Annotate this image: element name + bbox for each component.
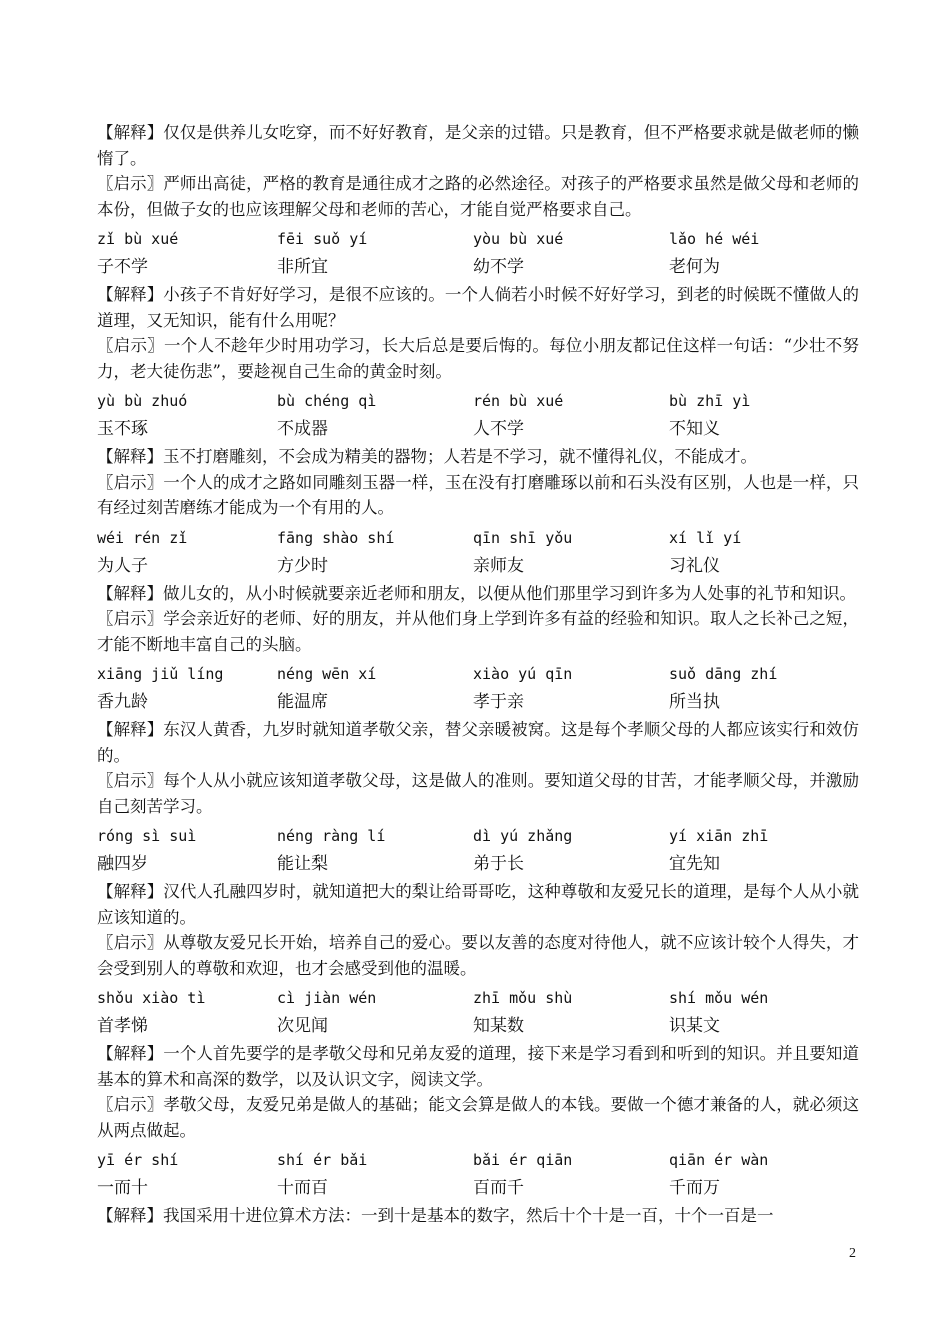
verse-text: 识某文: [669, 1016, 720, 1036]
verse-row: [97, 688, 859, 717]
verse-text: 宜先知: [669, 854, 720, 874]
pinyin-row: [97, 822, 859, 850]
verse-text: 十而百: [277, 1178, 328, 1198]
verse-text: 不知义: [669, 419, 720, 439]
explanation-paragraph: 【解释】仅仅是供养儿女吃穿，而不好好教育，是父亲的过错。只是教育，但不严格要求就是做老师的懒惰了。: [97, 123, 859, 168]
verse-text: 所当执: [669, 692, 720, 712]
verse-text: 不成器: [277, 419, 328, 439]
pinyin-text: fāng shào shí: [277, 528, 395, 547]
pinyin-row: [97, 1146, 859, 1174]
verse-text: 人不学: [473, 419, 524, 439]
pinyin-text: wéi rén zǐ: [97, 528, 188, 547]
pinyin-text: yù bù zhuó: [97, 392, 188, 410]
verse-text: 亲师友: [473, 555, 524, 576]
pinyin-text: rén bù xué: [473, 392, 564, 410]
pinyin-text: yí xiān zhī: [669, 827, 769, 845]
verse-text: 幼不学: [473, 257, 524, 277]
document-body: [97, 120, 859, 1229]
verse-text: 习礼仪: [669, 555, 720, 576]
pinyin-text: qiān ér wàn: [669, 1151, 769, 1169]
insight-paragraph: 〖启示〗每个人从小就应该知道孝敬父母，这是做人的准则。要知道父母的甘苦，才能孝顺父母，并激励自己刻苦学习。: [97, 771, 859, 816]
insight-paragraph: 〖启示〗孝敬父母，友爱兄弟是做人的基础；能文会算是做人的本钱。要做一个德才兼备的人，就必须这从两点做起。: [97, 1095, 859, 1140]
verse-row: [97, 1012, 859, 1041]
verse-text: 能让梨: [277, 854, 328, 874]
verse-text: 香九龄: [97, 692, 148, 712]
pinyin-text: bù zhī yì: [669, 392, 751, 410]
verse-text: 千而万: [669, 1178, 720, 1198]
pinyin-text: fēi suǒ yí: [277, 230, 368, 248]
verse-text: 老何为: [669, 257, 720, 277]
explanation-paragraph: 【解释】我国采用十进位算术方法：一到十是基本的数字，然后十个十是一百，十个一百是一: [97, 1206, 774, 1225]
pinyin-row: [97, 660, 859, 688]
explanation-paragraph: 【解释】玉不打磨雕刻，不会成为精美的器物；人若是不学习，就不懂得礼仪，不能成才。: [97, 447, 757, 466]
pinyin-text: xiāng jiǔ líng: [97, 665, 224, 683]
pinyin-text: shǒu xiào tì: [97, 989, 206, 1007]
verse-text: 知某数: [473, 1016, 524, 1036]
pinyin-text: néng wēn xí: [277, 665, 377, 683]
verse-text: 非所宜: [277, 257, 328, 277]
pinyin-text: zhī mǒu shù: [473, 989, 573, 1007]
insight-paragraph: 〖启示〗从尊敬友爱兄长开始，培养自己的爱心。要以友善的态度对待他人，就不应该计较个人得失，才会受到别人的尊敬和欢迎，也才会感受到他的温暖。: [97, 933, 859, 978]
pinyin-row: [97, 387, 859, 415]
page-number: 2: [849, 1246, 856, 1261]
verse-row: [97, 552, 859, 581]
explanation-paragraph: 【解释】做儿女的，从小时候就要亲近老师和朋友，以便从他们那里学习到许多为人处事的礼节和知识。: [97, 583, 856, 603]
verse-text: 能温席: [277, 692, 328, 712]
verse-text: 玉不琢: [97, 419, 148, 439]
explanation-paragraph: 【解释】一个人首先要学的是孝敬父母和兄弟友爱的道理，接下来是学习看到和听到的知识。并且要知道基本的算术和高深的数学，以及认识文字，阅读文学。: [97, 1044, 859, 1089]
pinyin-text: bǎi ér qiān: [473, 1151, 573, 1169]
verse-text: 方少时: [277, 555, 328, 576]
explanation-paragraph: 【解释】东汉人黄香，九岁时就知道孝敬父亲，替父亲暖被窝。这是每个孝顺父母的人都应该实行和效仿的。: [97, 720, 859, 765]
insight-paragraph: 〖启示〗学会亲近好的老师、好的朋友，并从他们身上学到许多有益的经验和知识。取人之长补己之短，才能不断地丰富自己的头脑。: [97, 609, 859, 654]
pinyin-text: róng sì suì: [97, 827, 197, 845]
pinyin-text: xí lǐ yí: [669, 528, 742, 547]
pinyin-text: shí ér bǎi: [277, 1151, 368, 1169]
verse-row: [97, 415, 859, 444]
verse-text: 一而十: [97, 1178, 148, 1198]
pinyin-text: qīn shī yǒu: [473, 528, 573, 547]
pinyin-text: néng ràng lí: [277, 827, 386, 845]
verse-text: 为人子: [97, 555, 148, 576]
pinyin-text: cì jiàn wén: [277, 989, 377, 1007]
explanation-paragraph: 【解释】小孩子不肯好好学习，是很不应该的。一个人倘若小时候不好好学习，到老的时候既不懂做人的道理，又无知识，能有什么用呢？: [97, 285, 859, 330]
pinyin-text: zǐ bù xué: [97, 230, 179, 248]
pinyin-row: [97, 984, 859, 1012]
verse-text: 首孝悌: [97, 1016, 148, 1036]
verse-text: 孝于亲: [473, 692, 524, 712]
insight-paragraph: 〖启示〗一个人的成才之路如同雕刻玉器一样，玉在没有打磨雕琢以前和石头没有区别，人也是一样，只有经过刻苦磨练才能成为一个有用的人。: [97, 472, 859, 517]
pinyin-row: [97, 524, 859, 552]
pinyin-text: dì yú zhǎng: [473, 827, 573, 845]
insight-paragraph: 〖启示〗严师出高徒，严格的教育是通往成才之路的必然途径。对孩子的严格要求虽然是做父母和老师的本份，但做子女的也应该理解父母和老师的苦心，才能自觉严格要求自己。: [97, 174, 859, 219]
pinyin-text: yòu bù xué: [473, 230, 564, 248]
explanation-paragraph: 【解释】汉代人孔融四岁时，就知道把大的梨让给哥哥吃，这种尊敬和友爱兄长的道理，是每个人从小就应该知道的。: [97, 882, 859, 927]
verse-text: 子不学: [97, 257, 148, 277]
pinyin-text: bù chéng qì: [277, 392, 377, 410]
pinyin-text: yī ér shí: [97, 1151, 179, 1169]
pinyin-text: suǒ dāng zhí: [669, 665, 778, 683]
pinyin-row: [97, 225, 859, 253]
insight-paragraph: 〖启示〗一个人不趁年少时用功学习，长大后总是要后悔的。每位小朋友都记住这样一句话：“少壮不努力，老大徒伤悲”，要趁视自己生命的黄金时刻。: [97, 336, 859, 381]
pinyin-text: lǎo hé wéi: [669, 230, 760, 248]
verse-text: 融四岁: [97, 854, 148, 874]
verse-text: 次见闻: [277, 1016, 328, 1036]
verse-row: [97, 1174, 859, 1203]
verse-text: 弟于长: [473, 854, 524, 874]
pinyin-text: xiào yú qīn: [473, 665, 573, 683]
pinyin-text: shí mǒu wén: [669, 989, 769, 1007]
verse-row: [97, 850, 859, 879]
verse-text: 百而千: [473, 1178, 524, 1198]
verse-row: [97, 253, 859, 282]
